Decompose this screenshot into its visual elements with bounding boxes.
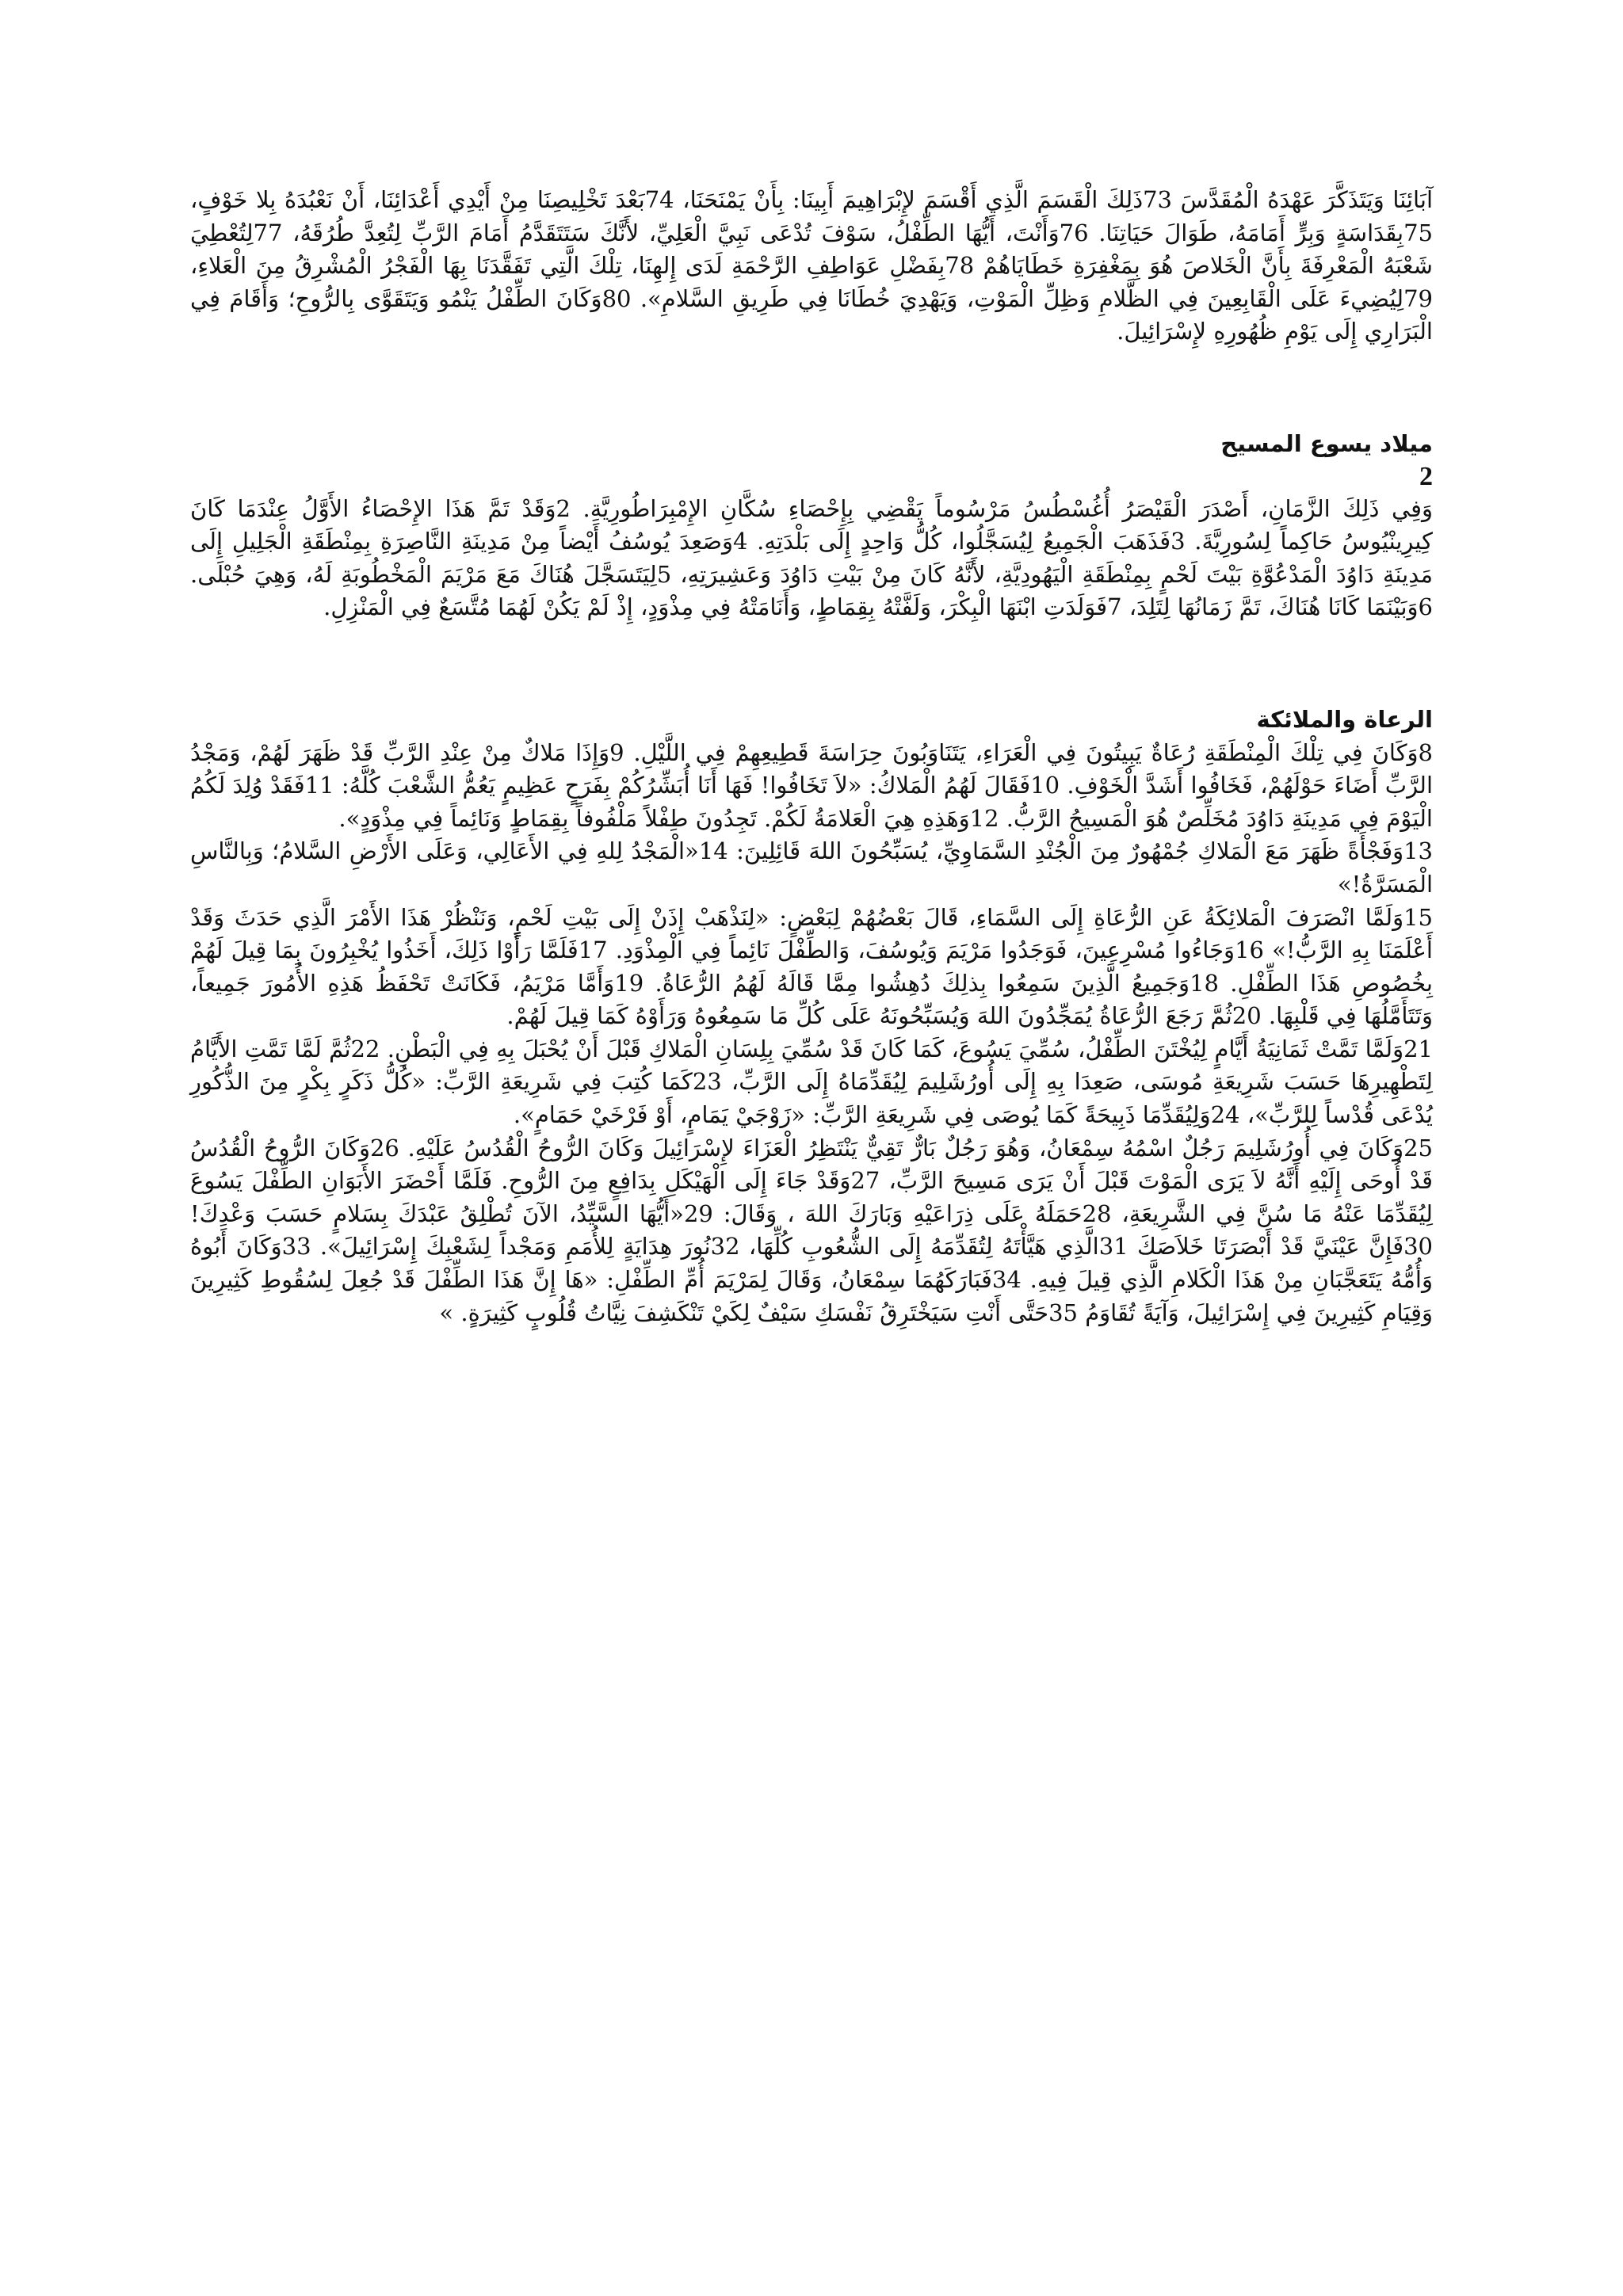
birth-paragraph: وَفِي ذَلِكَ الزَّمَانِ، أَصْدَرَ الْقَيْصَرُ أُغُسْطُسُ مَرْسُوماً يَقْضِي بِإِحْصَاءِ سُكَّانِ الإِمْبِرَاطُورِيَّةِ. 2وَقَدْ تَمَّ هَذَا الإِحْصَاءُ الأَوَّلُ عِنْدَمَا كَانَ كِيرِينْيُوسُ حَاكِماً لِسُورِيَّةَ. 3فَذَهَبَ الْجَمِيعُ لِيُسَجَّلُوا، كُلُّ وَاحِدٍ إِلَى بَلْدَتِهِ. 4وَصَعِدَ يُوسُفُ أَيْضاً مِنْ مَدِينَةِ النَّاصِرَةِ بِمِنْطَقَةِ الْجَلِيلِ إِلَى مَدِينَةِ دَاوُدَ الْمَدْعُوَّةِ بَيْتَ لَحْمٍ بِمِنْطَقَةِ الْيَهُودِيَّةِ، لأَنَّهُ كَانَ مِنْ بَيْتِ دَاوُدَ وَعَشِيرَتِهِ، 5لِيَتَسَجَّلَ هُنَاكَ مَعَ مَرْيَمَ الْمَخْطُوبَةِ لَهُ، وَهِيَ حُبْلَى. 6وَبَيْنَمَا كَانَا هُنَاكَ، تَمَّ زَمَانُهَا لِتَلِدَ، 7فَوَلَدَتِ ابْنَهَا الْبِكْرَ، وَلَفَّتْهُ بِقِمَاطٍ، وَأَنَامَتْهُ فِي مِذْوَدٍ، إِذْ لَمْ يَكُنْ لَهُمَا مُتَّسَعٌ فِي الْمَنْزِلِ.	[190, 494, 1433, 621]
section-heading-shepherds: الرعاة والملائكة	[1256, 705, 1433, 733]
section-heading-birth: ميلاد يسوع المسيح	[1220, 429, 1433, 457]
intro-paragraph: آبَائِنَا وَيَتَذَكَّرَ عَهْدَهُ الْمُقَدَّسَ 73ذَلِكَ الْقَسَمَ الَّذِي أَقْسَمَ لإِبْرَاهِيمَ أَبِينَا: بِأَنْ يَمْنَحَنَا، 74بَعْدَ تَخْلِيصِنَا مِنْ أَيْدِي أَعْدَائِنَا، أَنْ نَعْبُدَهُ بِلا خَوْفٍ، 75بِقَدَاسَةٍ وَبِرٍّ أَمَامَهُ، طَوَالَ حَيَاتِنَا. 76وَأَنْتَ، أَيُّهَا الطِّفْلُ، سَوْفَ تُدْعَى نَبِيَّ الْعَلِيِّ، لأَنَّكَ سَتَتَقَدَّمُ أَمَامَ الرَّبِّ لِتُعِدَّ طُرُقَهُ، 77لِتُعْطِيَ شَعْبَهُ الْمَعْرِفَةَ بِأَنَّ الْخَلاصَ هُوَ بِمَغْفِرَةِ خَطَايَاهُمْ 78بِفَضْلِ عَوَاطِفِ الرَّحْمَةِ لَدَى إِلهِنَا، تِلْكَ الَّتِي تَفَقَّدَنَا بِهَا الْفَجْرُ الْمُشْرِقُ مِنَ الْعَلاءِ، 79لِيُضِيءَ عَلَى الْقَابِعِينَ فِي الظَّلامِ وَظِلِّ الْمَوْتِ، وَيَهْدِيَ خُطَانَا فِي طَرِيقِ السَّلامِ». 80وَكَانَ الطِّفْلُ يَنْمُو وَيَتَقَوَّى بِالرُّوحِ؛ وَأَقَامَ فِي الْبَرَارِي إِلَى يَوْمِ ظُهُورِهِ لإِسْرَائِيلَ.	[190, 186, 1434, 345]
chapter-number: 2	[1419, 461, 1433, 491]
section-spacer	[190, 349, 1433, 428]
angels-paragraph: 13وَفَجْأَةً ظَهَرَ مَعَ الْمَلاكِ جُمْهُورٌ مِنَ الْجُنْدِ السَّمَاوِيِّ، يُسَبِّحُونَ اللهَ قَائِلِينَ: 14«الْمَجْدُ لِلهِ فِي الأَعَالِي، وَعَلَى الأَرْضِ السَّلامُ؛ وَبِالنَّاسِ الْمَسَرَّةُ!»	[190, 837, 1434, 898]
section-spacer	[190, 624, 1433, 704]
document-page	[190, 184, 1433, 1329]
simeon-paragraph: 25وَكَانَ فِي أُورُشَلِيمَ رَجُلٌ اسْمُهُ سِمْعَانُ، وَهُوَ رَجُلٌ بَارٌّ تَقِيٌّ يَنْتَظِرُ الْعَزَاءَ لإِسْرَائِيلَ وَكَانَ الرُّوحُ الْقُدُسُ عَلَيْهِ. 26وَكَانَ الرُّوحُ الْقُدُسُ قَدْ أُوحَى إِلَيْهِ أَنَّهُ لاَ يَرَى الْمَوْتَ قَبْلَ أَنْ يَرَى مَسِيحَ الرَّبِّ، 27وَقَدْ جَاءَ إِلَى الْهَيْكَلِ بِدَافِعٍ مِنَ الرُّوحِ. فَلَمَّا أَحْضَرَ الأَبَوَانِ الطِّفْلَ يَسُوعَ لِيُقَدِّمَا عَنْهُ مَا سُنَّ فِي الشَّرِيعَةِ، 28حَمَلَهُ عَلَى ذِرَاعَيْهِ وَبَارَكَ اللهَ ، وَقَالَ: 29«أَيُّهَا السَّيِّدُ، الآنَ تُطْلِقُ عَبْدَكَ بِسَلامٍ حَسَبَ وَعْدِكَ! 30فَإِنَّ عَيْنَيَّ قَدْ أَبْصَرَتَا خَلاَصَكَ 31الَّذِي هَيَّأْتَهُ لِتُقَدِّمَهُ إِلَى الشُّعُوبِ كُلِّهَا، 32نُورَ هِدَايَةٍ لِلأُمَمِ وَمَجْداً لِشَعْبِكَ إِسْرَائِيلَ». 33وَكَانَ أَبُوهُ وَأُمُّهُ يَتَعَجَّبَانِ مِنْ هَذَا الْكَلامِ الَّذِي قِيلَ فِيهِ. 34فَبَارَكَهُمَا سِمْعَانُ، وَقَالَ لِمَرْيَمَ أُمِّ الطِّفْلِ: «هَا إِنَّ هَذَا الطِّفْلَ قَدْ جُعِلَ لِسُقُوطِ كَثِيرِينَ وَقِيَامِ كَثِيرِينَ فِي إِسْرَائِيلَ، وَآيَةً تُقَاوَمُ 35حَتَّى أَنْتِ سَيَخْتَرِقُ نَفْسَكِ سَيْفٌ لِكَيْ تَنْكَشِفَ نِيَّاتُ قُلُوبٍ كَثِيرَةٍ. »	[190, 1134, 1433, 1326]
circumcision-paragraph: 21وَلَمَّا تَمَّتْ ثَمَانِيَةُ أَيَّامٍ لِيُخْتَنَ الطِّفْلُ، سُمِّيَ يَسُوعَ، كَمَا كَانَ قَدْ سُمِّيَ بِلِسَانِ الْمَلاكِ قَبْلَ أَنْ يُحْبَلَ بِهِ فِي الْبَطْنِ. 22ثُمَّ لَمَّا تَمَّتِ الأَيَّامُ لِتَطْهِيرِهَا حَسَبَ شَرِيعَةِ مُوسَى، صَعِدَا بِهِ إِلَى أُورُشَلِيمَ لِيُقَدِّمَاهُ إِلَى الرَّبِّ، 23كَمَا كُتِبَ فِي شَرِيعَةِ الرَّبِّ: «كُلُّ ذَكَرٍ بِكْرٍ مِنَ الذُّكُورِ يُدْعَى قُدْساً لِلرَّبِّ»، 24وَلِيُقَدِّمَا ذَبِيحَةً كَمَا يُوصَى فِي شَرِيعَةِ الرَّبِّ: «زَوْجَيْ يَمَامٍ، أَوْ فَرْخَيْ حَمَامٍ».	[190, 1035, 1433, 1129]
shepherds-paragraph: 8وَكَانَ فِي تِلْكَ الْمِنْطَقَةِ رُعَاةٌ يَبِيتُونَ فِي الْعَرَاءِ، يَتَنَاوَبُونَ حِرَاسَةَ قَطِيعِهِمْ فِي اللَّيْلِ. 9وَإِذَا مَلاكٌ مِنْ عِنْدِ الرَّبِّ قَدْ ظَهَرَ لَهُمْ، وَمَجْدُ الرَّبِّ أَضَاءَ حَوْلَهُمْ، فَخَافُوا أَشَدَّ الْخَوْفِ. 10فَقَالَ لَهُمُ الْمَلاكُ: «لاَ تَخَافُوا! فَهَا أَنَا أُبَشِّرُكُمْ بِفَرَحٍ عَظِيمٍ يَعُمُّ الشَّعْبَ كُلَّهُ: 11فَقَدْ وُلِدَ لَكُمُ الْيَوْمَ فِي مَدِينَةِ دَاوُدَ مُخَلِّصٌ هُوَ الْمَسِيحُ الرَّبُّ. 12وَهَذِهِ هِيَ الْعَلامَةُ لَكُمْ. تَجِدُونَ طِفْلاً مَلْفُوفاً بِقِمَاطٍ وَنَائِماً فِي مِذْوَدٍ».	[190, 738, 1433, 832]
shepherds-visit-paragraph: 15وَلَمَّا انْصَرَفَ الْمَلائِكَةُ عَنِ الرُّعَاةِ إِلَى السَّمَاءِ، قَالَ بَعْضُهُمْ لِبَعْضٍ: «لِنَذْهَبْ إِذَنْ إِلَى بَيْتِ لَحْمٍ، وَنَنْظُرْ هَذَا الأَمْرَ الَّذِي حَدَثَ وَقَدْ أَعْلَمَنَا بِهِ الرَّبُّ!» 16وَجَاءُوا مُسْرِعِينَ، فَوَجَدُوا مَرْيَمَ وَيُوسُفَ، وَالطِّفْلَ نَائِماً فِي الْمِذْوَدِ. 17فَلَمَّا رَأَوْا ذَلِكَ، أَخَذُوا يُخْبِرُونَ بِمَا قِيلَ لَهُمْ بِخُصُوصِ هَذَا الطِّفْلِ. 18وَجَمِيعُ الَّذِينَ سَمِعُوا بِذلِكَ دُهِشُوا مِمَّا قَالَهُ لَهُمُ الرُّعَاةُ. 19وَأَمَّا مَرْيَمُ، فَكَانَتْ تَحْفَظُ هَذِهِ الأُمُورَ جَمِيعاً، وَتَتَأَمَّلُهَا فِي قَلْبِهَا. 20ثُمَّ رَجَعَ الرُّعَاةُ يُمَجِّدُونَ اللهَ وَيُسَبِّحُونَهُ عَلَى كُلِّ مَا سَمِعُوهُ وَرَأَوْهُ كَمَا قِيلَ لَهُمْ.	[190, 903, 1433, 1030]
